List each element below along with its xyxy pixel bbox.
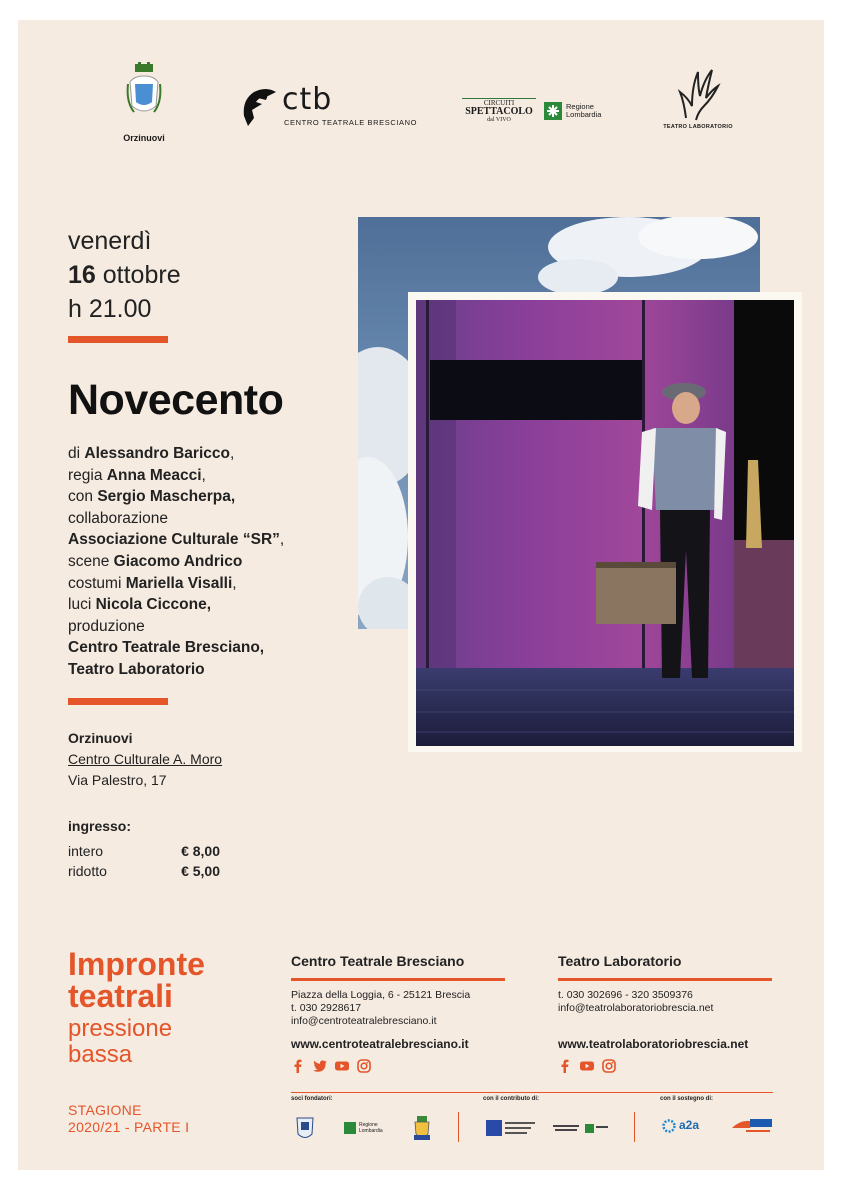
season-branding: [68, 948, 205, 1136]
stagione-label: STAGIONE 2020/21 - PARTE I: [68, 1102, 190, 1135]
season-title-line2: teatrali: [68, 978, 173, 1014]
tl-web-link[interactable]: www.teatrolaboratoriobrescia.net: [558, 1037, 749, 1051]
tl-email-link[interactable]: info@teatrolaboratoriobrescia.net: [558, 1002, 714, 1014]
ctb-subtitle: CENTRO TEATRALE BRESCIANO: [284, 118, 418, 127]
venue-block: [68, 728, 222, 791]
tl-social-icons: [558, 1059, 772, 1073]
circuiti-line1: CIRCUITI: [462, 98, 536, 107]
youtube-icon[interactable]: [580, 1059, 594, 1073]
season-title-line1: Impronte: [68, 946, 205, 982]
provincia-brescia-logo: [412, 1114, 432, 1147]
provincia-crest-icon: [412, 1114, 432, 1142]
credits-line: luci Nicola Ciccone,: [68, 596, 212, 614]
soci-label: soci fondatori:: [291, 1096, 333, 1102]
ministero-logo: [486, 1120, 538, 1141]
price-label: intero: [68, 842, 104, 859]
price-value: € 8,00: [181, 842, 220, 859]
comune-brescia-logo: [295, 1114, 315, 1147]
ctb-address: Piazza della Loggia, 6 - 25121 Brescia: [291, 989, 471, 1001]
credits-line: Teatro Laboratorio: [68, 660, 205, 678]
venue-town: Orzinuovi: [68, 730, 133, 746]
circuiti-logo: [462, 98, 536, 123]
teatro-laboratorio-caption: TEATRO LABORATORIO: [663, 124, 733, 130]
facebook-icon[interactable]: [291, 1059, 305, 1073]
tl-contacts: [558, 955, 772, 1073]
stage-photo-frame: [408, 292, 802, 752]
stage-photo: [416, 300, 794, 746]
footer-circuiti-icon: [553, 1123, 609, 1135]
credits-line: scene Giacomo Andrico: [68, 552, 243, 570]
ctb-mark-icon: [240, 86, 284, 130]
footer-circuiti-logo: [553, 1122, 609, 1140]
teatro-laboratorio-hand-icon: [658, 62, 738, 122]
divider-bar: [68, 698, 168, 705]
contact-rule: [558, 978, 772, 981]
credits-line: collaborazione: [68, 509, 168, 527]
instagram-icon[interactable]: [602, 1059, 616, 1073]
ctb-name: Centro Teatrale Bresciano: [291, 953, 465, 969]
instagram-icon[interactable]: [357, 1059, 371, 1073]
teatro-laboratorio-logo: [658, 62, 738, 132]
event-time: h 21.00: [68, 295, 152, 323]
season-subtitle-line1: pressione: [68, 1015, 173, 1042]
footer-separator: [634, 1112, 635, 1142]
ctb-social-icons: [291, 1059, 505, 1073]
ctb-contacts: [291, 955, 505, 1073]
divider-bar: [68, 336, 168, 343]
venue-address: Via Palestro, 17: [68, 772, 167, 788]
twitter-icon[interactable]: [313, 1059, 327, 1073]
regione-line1: Regione: [566, 102, 594, 111]
credits-line: Centro Teatrale Bresciano,: [68, 639, 265, 657]
comune-brescia-crest-icon: [295, 1114, 315, 1142]
facebook-icon[interactable]: [558, 1059, 572, 1073]
credits-line: produzione: [68, 617, 145, 635]
tl-name: Teatro Laboratorio: [558, 953, 682, 969]
credits-line: costumi Mariella Visalli,: [68, 574, 237, 592]
ministero-icon: [486, 1120, 538, 1136]
ctb-web-link[interactable]: www.centroteatralebresciano.it: [291, 1037, 469, 1051]
price-value: € 5,00: [181, 863, 220, 879]
credits-line: Associazione Culturale “SR”,: [68, 531, 285, 549]
ctb-logo: [240, 82, 420, 134]
event-weekday: venerdì: [68, 227, 152, 255]
event-date: [68, 224, 181, 326]
sponsor-icon: [732, 1116, 774, 1134]
sponsor-logo: [732, 1116, 774, 1139]
credits-block: [68, 443, 284, 681]
credits-line: con Sergio Mascherpa,: [68, 488, 236, 506]
regione-line2: Lombardia: [566, 110, 602, 120]
tl-phone: t. 030 302696 - 320 3509376: [558, 989, 693, 1001]
footer-rule: [291, 1092, 773, 1093]
youtube-icon[interactable]: [335, 1059, 349, 1073]
circuiti-regione-logo: [462, 98, 612, 132]
footer-regione-line2: Lombardia: [359, 1128, 383, 1134]
a2a-ring-icon: [662, 1119, 676, 1133]
contact-rule: [291, 978, 505, 981]
orzinuovi-logo: [112, 62, 176, 143]
poster: [18, 20, 824, 1170]
event-day-number: 16: [68, 261, 96, 289]
event-day-month: [68, 258, 181, 292]
price-label: ridotto: [68, 863, 107, 879]
venue-place-link[interactable]: Centro Culturale A. Moro: [68, 751, 223, 767]
price-row: [68, 841, 220, 862]
orzinuovi-crest-icon: [126, 62, 162, 122]
season-subtitle-line2: bassa: [68, 1041, 133, 1068]
sostegno-label: con il sostegno di:: [660, 1096, 714, 1102]
ctb-email-link[interactable]: info@centroteatralebresciano.it: [291, 1015, 437, 1027]
show-title: Novecento: [68, 376, 284, 424]
footer-regione-line1: Regione: [359, 1122, 378, 1128]
credits-line: regia Anna Meacci,: [68, 466, 206, 484]
circuiti-line3: dal VIVO: [487, 117, 511, 123]
price-row: [68, 861, 220, 882]
orzinuovi-label: Orzinuovi: [123, 133, 165, 143]
a2a-wordmark: a2a: [679, 1118, 700, 1132]
credits-line: di Alessandro Baricco,: [68, 445, 235, 462]
prices-heading: ingresso:: [68, 818, 132, 834]
regione-lombardia-icon: [544, 102, 562, 120]
contributo-label: con il contributo di:: [483, 1096, 539, 1102]
ctb-wordmark: ctb: [282, 82, 333, 117]
circuiti-line2: SPETTACOLO: [465, 106, 533, 117]
event-month: ottobre: [102, 261, 181, 289]
prices-block: [68, 816, 220, 882]
footer-separator: [458, 1112, 459, 1142]
ctb-phone: t. 030 2928617: [291, 1002, 362, 1014]
